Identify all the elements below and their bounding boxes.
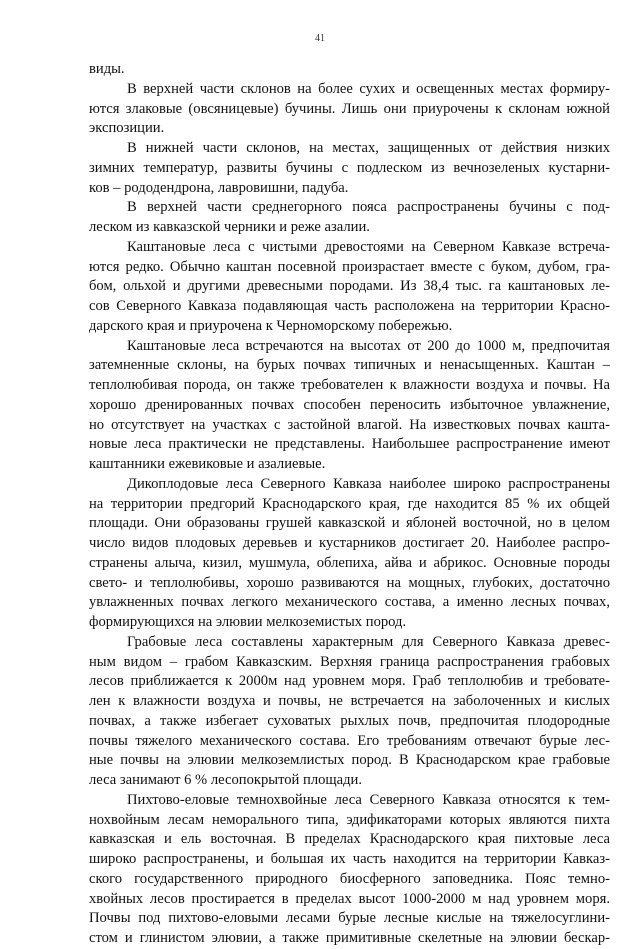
text-line: число видов плодовых деревьев и кустарников достигает 20. Наиболее распро- [89, 535, 610, 551]
text-line: экспозиции. [89, 120, 165, 137]
text-line: зимних температур, развиты бучины с подлеском из вечнозеленых кустарни- [89, 159, 610, 176]
text-line: почвах, а также избегает суховатых рыхлых почв, предпочитая плодородные [89, 712, 610, 729]
text-line: виды. [89, 61, 125, 77]
text-line: новые леса практически не представлены. Наибольшее распространение имеют [89, 436, 610, 453]
text-line: увлажненных почвах легкого механического состава, а именно лесных почвах, [89, 594, 610, 611]
text-line: В верхней части склонов на более сухих и освещенных местах формиру- [127, 80, 610, 97]
text-line: ным видом – грабом Кавказским. Верхняя граница распространения грабовых [89, 653, 610, 670]
text-line: каштанники ежевиковые и азалиевые. [89, 456, 326, 472]
text-line: Почвы под пихтово-еловыми лесами бурые лесные кислые на тяжелосуглини- [89, 910, 610, 927]
text-line: Каштановые леса встречаются на высотах от 200 до 1000 м, предпочитая [127, 337, 610, 354]
text-line: Дикоплодовые леса Северного Кавказа наиболее широко распространены [127, 475, 610, 492]
text-line: широко распространены, и большая их часть находится на территории Кавказ- [89, 851, 610, 867]
text-line: ные почвы на элювии мелкоземлистых пород. В Краснодарском крае грабовые [89, 752, 610, 769]
text-line: дарского края и приурочена к Черноморскому побережью. [89, 317, 453, 334]
text-line: теплолюбивая порода, он также требователен к влажности воздуха и почвы. На [89, 377, 610, 393]
text-line: ского государственного природного биосферного заповедника. Пояс темно- [89, 870, 610, 887]
page-number: 41 [315, 33, 325, 44]
text-line: затемненные склоны, на бурых почвах типичных и ненасыщенных. Каштан – [89, 357, 610, 374]
text-line: Грабовые леса составлены характерным для Северного Кавказа древес- [127, 633, 610, 650]
text-line: площади. Они образованы грушей кавказской и яблоней восточной, но в целом [89, 515, 610, 532]
text-line: ются злаковые (овсяницевые) бучины. Лишь они приурочены к склонам южной [89, 100, 610, 117]
text-line: бом, ольхой и другими древесными породами. Из 38,4 тыс. га каштановых ле- [89, 278, 610, 295]
text-line: хвойных лесов простирается в пределах высот 1000-2000 м над уровнем моря. [89, 890, 610, 907]
text-line: почвы тяжелого механического состава. Его требованиям отвечают бурые лес- [89, 732, 610, 749]
text-line: хорошо дренированных почвах способен переносить избыточное увлажнение, [89, 396, 610, 413]
text-line: свето- и теплолюбивы, хорошо развиваются на мощных, глубоких, достаточно [89, 574, 610, 591]
text-line: нохвойным лесам неморального типа, эдификаторами которых являются пихта [89, 811, 610, 828]
text-line: Пихтово-еловые темнохвойные леса Северного Кавказа относятся к тем- [127, 791, 610, 808]
text-line: лен к влажности воздуха и почвы, не встречается на заболоченных и кислых [89, 693, 610, 709]
text-line: леском из кавказской черники и реже азалии. [89, 219, 370, 235]
text-line: ков – рододендрона, лавровишни, падуба. [89, 179, 349, 196]
text-line: леса занимают 6 % лесопокрытой площади. [89, 772, 362, 788]
text-line: на территории предгорий Краснодарского края, где находится 85 % их общей [89, 495, 610, 512]
text-line: кавказская и ель восточная. В пределах Краснодарского края пихтовые леса [89, 831, 610, 848]
text-line: странены алыча, кизил, мушмула, облепиха, айва и абрикос. Основные породы [89, 554, 610, 571]
body-text [89, 60, 610, 949]
text-line: В верхней части среднегорного пояса распространены бучины с под- [127, 199, 610, 216]
text-line: Каштановые леса с чистыми древостоями на Северном Кавказе встреча- [127, 238, 610, 255]
text-line: сов Северного Кавказа подавляющая часть расположена на территории Красно- [89, 298, 610, 314]
text-line: ются редко. Обычно каштан посевной произрастает вместе с буком, дубом, гра- [89, 258, 610, 275]
text-line: формирующихся на элювии мелкоземистых пород. [89, 614, 407, 630]
text-line: стом и глинистом элювии, а также примитивные скелетные на элювии бескар- [89, 930, 610, 946]
text-line: лесов приближается к 2000м над уровнем моря. Граб теплолюбив и требовате- [89, 673, 610, 690]
text-line: но отсутствует на участках с застойной влагой. На известковых почвах кашта- [89, 416, 610, 433]
text-line: В нижней части склонов, на местах, защищенных от действия низких [127, 140, 610, 156]
